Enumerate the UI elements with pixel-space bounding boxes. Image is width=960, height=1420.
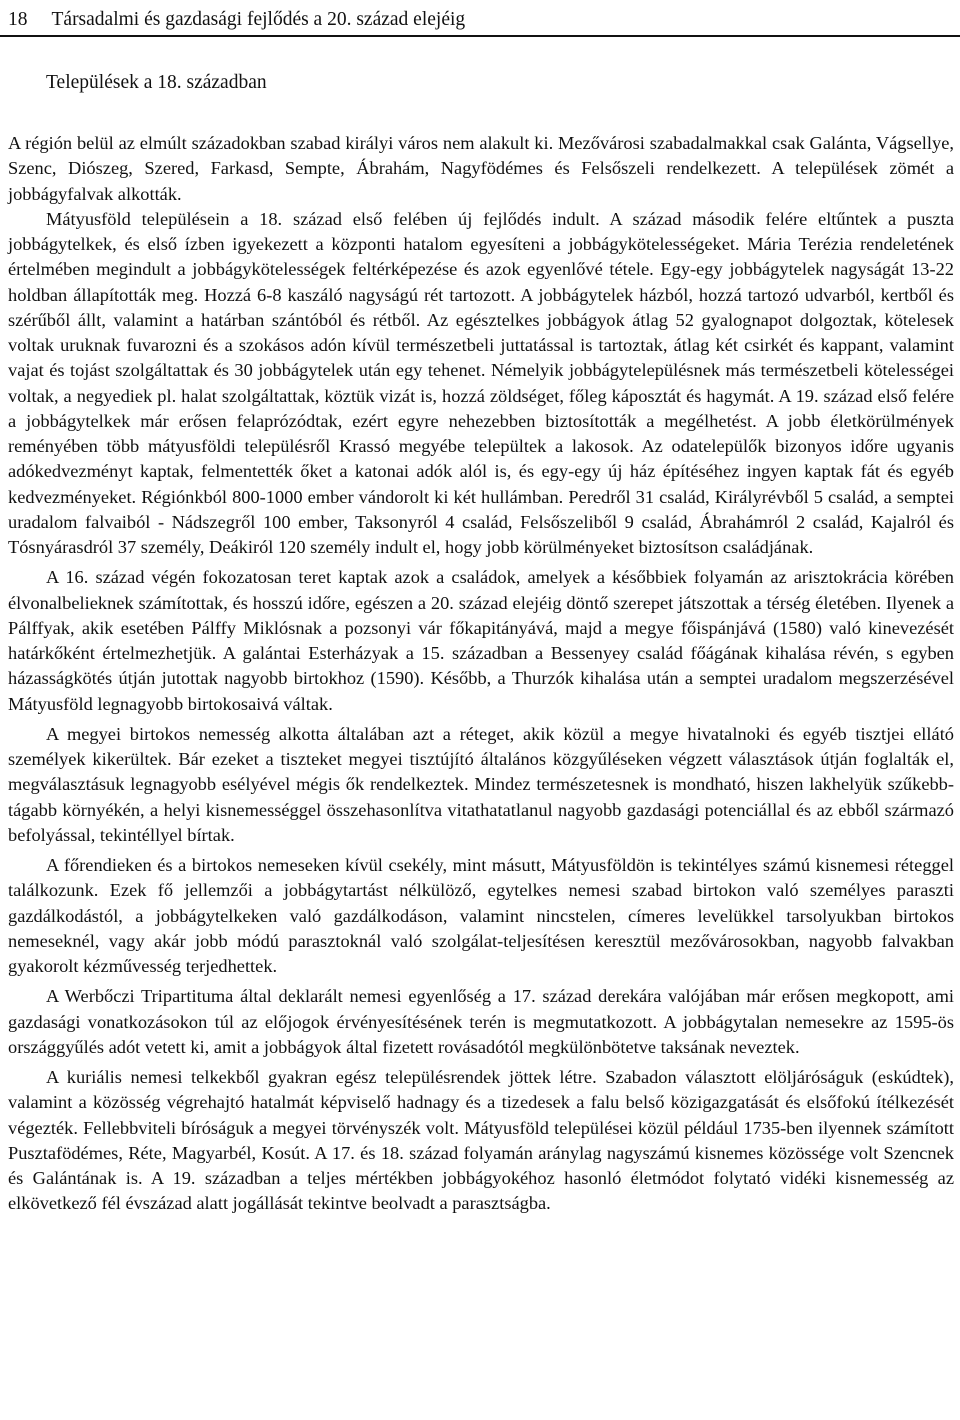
paragraph: A 16. század végén fokozatosan teret kaptak azok a családok, amelyek a későbbiek folyamán az arisztokrácia körében élvonalbelieknek számítottak, és hosszú időre, egészen a 20. század elejéig döntő szerepet játszottak a térség életében. Ilyenek a Pálffyak, akik esetében Pálffy Miklósnak a pozsonyi vár főkapitányává, majd a megye főispánjává (1580) való kinevezését határkőként értelmezhetjük. A galántai Esterházyak a 15. században a Bessenyey család főágának kihalása révén, s egyben házasságkötés útján jutottak nagyobb birtokhoz (1590). Később, a Thurzók kihalása után a semptei uradalom megszerzésével Mátyusföld legnagyobb birtokosaivá váltak.	[8, 567, 954, 714]
paragraph: Mátyusföld településein a 18. század első felében új fejlődés indult. A század második felére eltűntek a puszta jobbágytelkek, és első ízben igyekezett a központi hatalom egyesíteni a jobbágykötelességeket. Mária Terézia rendeletének értelmében megindult a jobbágykötelességek feltérképezése és azok egyenlővé tétele. Egy-egy jobbágytelek nagyságát 13-22 holdban állapították meg. Hozzá 6-8 kaszáló nagyságú rét tartozott. A jobbágytelek házból, hozzá tartozó udvarból, kertből és szérűből állt, valamint a határban szántóból és rétből. Az egésztelkes jobbágyok átlag 52 gyalognapot dolgoztak, kötelesek voltak uruknak fuvarozni és a szokásos adón kívül természetbeli juttatással is tartoztak, átlag két csirkét és kappant, valamint vajat és tojást szolgáltattak és 30 jobbágytelek után egy tehenet. Némelyik jobbágytelepülésnek más természetbeli kötelességei voltak, a negyediek pl. halat szolgáltattak, köztük vizát is, hozzá zöldséget, főleg káposztát és hagymát. A 19. század első felére a jobbágytelkek már erősen felaprózódtak, ezért egyre nehezebben biztosították a megélhetést. A jobb életkörülmények reményében több mátyusföldi településről Krassó megyébe települtek a lakosok. Az odatelepülők bizonyos időre ugyanis adókedvezményt kaptak, felmentették őket a katonai adók alól is, és egy-egy új ház építéséhez ingyen kaptak fát és egyéb kedvezményeket. Régiónkból 800-1000 ember vándorolt ki két hullámban. Peredről 31 család, Királyrévből 5 család, a semptei uradalom falvaiból - Nádszegről 100 ember, Taksonyról 4 család, Felsőszeliből 9 család, Ábrahámról 2 család, Kajalról és Tósnyárasdról 37 személy, Deákiról 120 személy indult el, hogy jobb körülményeket biztosítson családjának.	[8, 208, 954, 557]
paragraph: A megyei birtokos nemesség alkotta általában azt a réteget, akik közül a megye hivatalnoki és egyéb tisztjei ellátó személyek kikerültek. Bár ezeket a tiszteket megyei tisztújító általános közgyűléseken végzett választások útján foglalták el, megválasztásuk legnagyobb esélyével mégis ők rendelkeztek. Mindez természetesnek is mondható, hiszen lakhelyük szűkebb-tágabb környékén, a helyi kisnemességgel összehasonlítva vitathatatlanul nagyobb gazdasági potenciállal és az ebből származó befolyással, tekintéllyel bírtak.	[8, 723, 954, 845]
running-header	[8, 0, 954, 35]
page-number: 18	[8, 9, 28, 30]
paragraph: A Werbőczi Tripartituma által deklarált nemesi egyenlőség a 17. század derekára valójában már erősen megkopott, ami gazdasági vonatkozásokon túl az előjogok érvényesítésének terén is megmutatkozott. A jobbágytalan nemesekre az 1595-ös országgyűlés adót vetett ki, amit a jobbágyok által fizetett rovásadótól megkülönbötetve taksának neveztek.	[8, 986, 954, 1057]
header-rule	[0, 35, 960, 37]
paragraph: A főrendieken és a birtokos nemeseken kívül csekély, mint másutt, Mátyusföldön is tekintélyes számú kisnemesi réteggel találkozunk. Ezek fő jellemzői a jobbágytartást nélkülöző, egytelkes nemesi szabad birtokon való személyes paraszti gazdálkodástól, a jobbágytelkeken való gazdálkodáson, valamint nincstelen, címeres levelükkel tarsolyukban birtokos nemeseknél, vagy akár jobb módú parasztoknál való szolgálat-teljesítésen keresztül mezővárosokban, nagyobb falvakban gyakorolt kézművesség terjedhettek.	[8, 855, 954, 976]
document-page	[8, 0, 954, 1217]
paragraph: A régión belül az elmúlt századokban szabad királyi város nem alakult ki. Mezővárosi szabadalmakkal csak Galánta, Vágsellye, Szenc, Diószeg, Szered, Farkasd, Sempte, Ábrahám, Nagyfödémes és Felsőszeli rendelkezett. A települések zömét a jobbágyfalvak alkották.	[8, 133, 954, 204]
body-text	[8, 131, 954, 1217]
running-title: Társadalmi és gazdasági fejlődés a 20. század elejéig	[51, 9, 466, 30]
paragraph: A kuriális nemesi telkekből gyakran egész településrendek jöttek létre. Szabadon választott elöljáróságuk (eskúdtek), valamint a közösség végrehajtó hatalmát képviselő hadnagy és a tizedesek a falu belső közigazgatását és elsőfokú ítélkezését végezték. Fellebbviteli bíróságuk a megyei törvényszék volt. Mátyusföld települései közül például 1735-ben ilyennek számított Pusztafödémes, Réte, Magyarbél, Kosút. A 17. és 18. század folyamán aránylag nagyszámú kisnemes közössége volt Szencnek és Galántának is. A 19. században a teljes mértékben jobbágyokéhoz hasonló életmódot folytató vidéki kisnemesség az elkövetkező fél évszázad alatt jogállását tekintve beolvadt a parasztságba.	[8, 1067, 954, 1214]
section-heading: Települések a 18. században	[46, 72, 267, 93]
